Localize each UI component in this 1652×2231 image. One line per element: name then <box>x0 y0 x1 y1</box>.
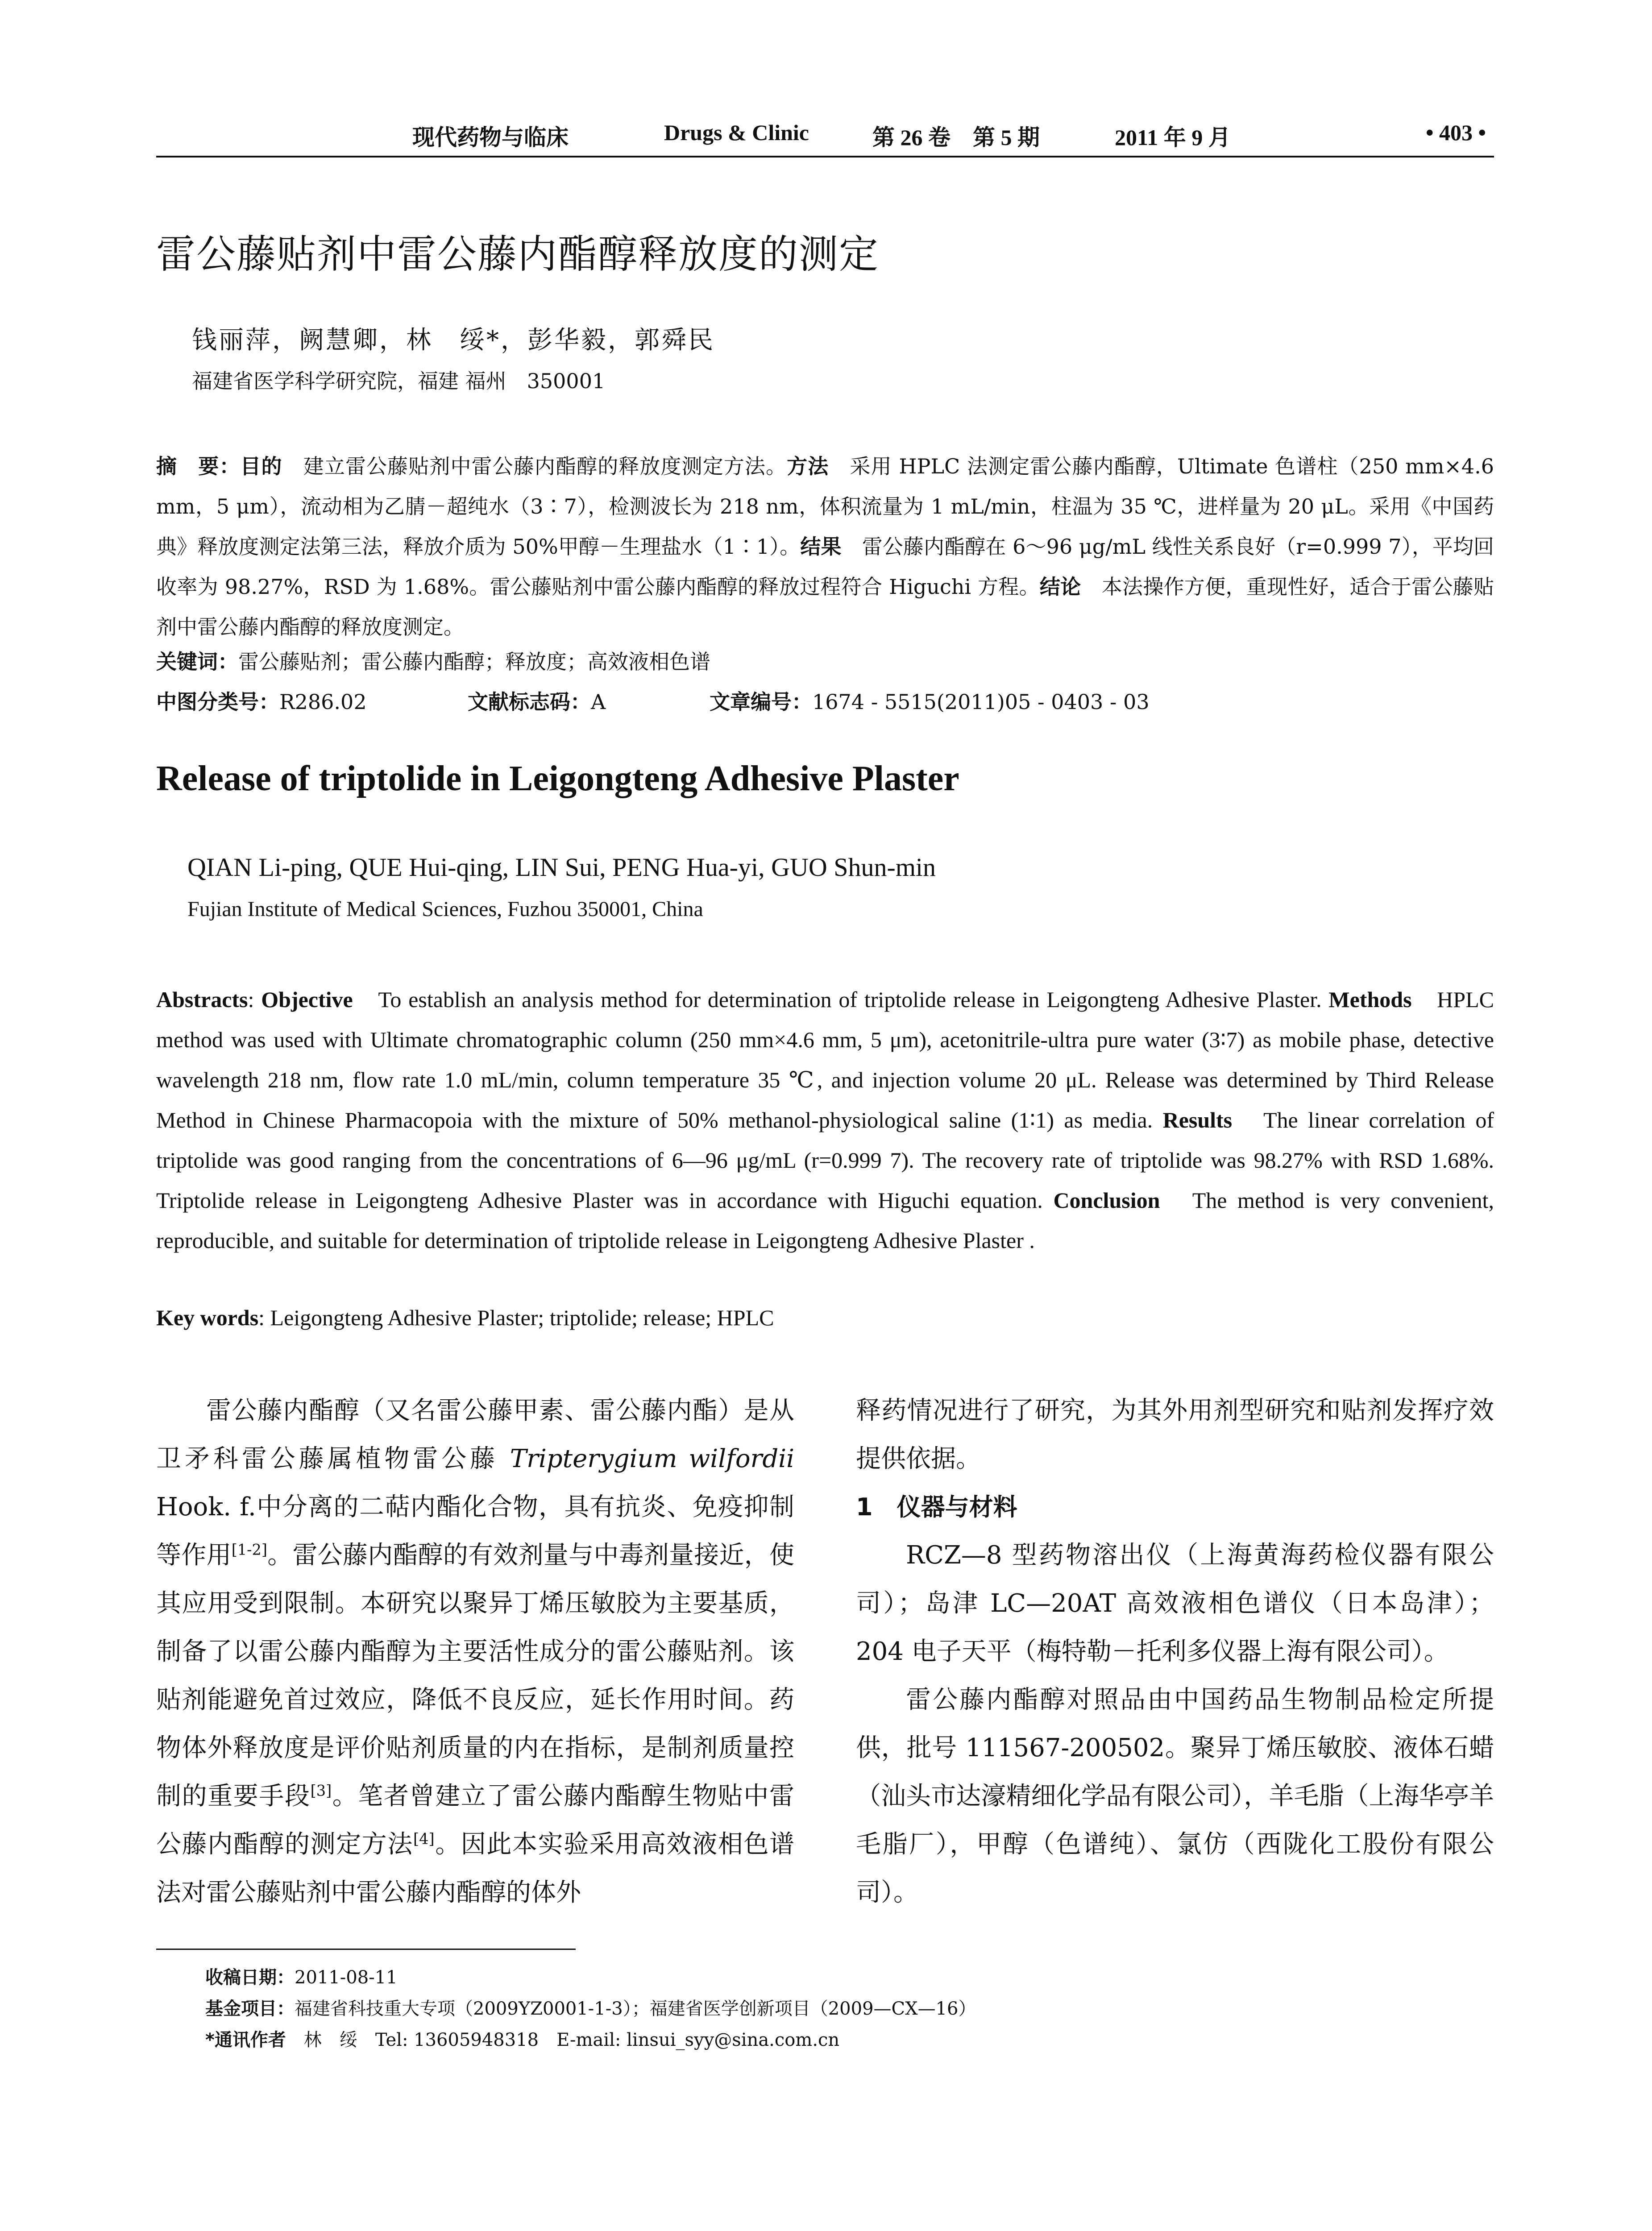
document-code <box>468 682 606 722</box>
results-label-en: Results <box>1162 1107 1233 1132</box>
clc-code: R286.02 <box>279 690 367 714</box>
authors-en: QIAN Li-ping, QUE Hui-qing, LIN Sui, PENG Hua-yi, GUO Shun-min <box>187 853 936 882</box>
ref-3: [3] <box>310 1782 332 1800</box>
doc-label: 文献标志码： <box>468 690 591 714</box>
instruments-paragraph: RCZ—8 型药物溶出仪（上海黄海药检仪器有限公司）；岛津 LC—20AT 高效液相色谱仪（日本岛津）；204 电子天平（梅特勒－托利多仪器上海有限公司）。 <box>856 1541 1494 1666</box>
journal-name-en: Drugs & Clinic <box>664 120 809 145</box>
fund-text: 福建省科技重大专项（2009YZ0001-1-3）；福建省医学创新项目（2009—CX—16） <box>295 1999 976 2019</box>
doc-code: A <box>591 690 606 714</box>
intro-continuation: 释药情况进行了研究，为其外用剂型研究和贴剂发挥疗效提供依据。 <box>856 1396 1494 1473</box>
footnote-received <box>205 1963 398 1989</box>
volume-issue: 第 26 卷 第 5 期 <box>872 125 1040 150</box>
conclusion-label-cn: 结论 <box>1039 575 1081 599</box>
intro-text-d: 。笔者曾建立了雷公藤内酯醇生物贴中雷公藤内酯醇的测定方法 <box>156 1782 795 1859</box>
body-left-column <box>156 1387 794 1917</box>
materials-paragraph: 雷公藤内酯醇对照品由中国药品生物制品检定所提供，批号 111567-200502。聚异丁烯压敏胶、液体石蜡（汕头市达濠精细化学品有限公司），羊毛脂（上海华亭羊毛脂厂），甲醇（色谱纯）、氯仿（西陇化工股份有限公司）。 <box>856 1685 1494 1907</box>
art-code: 1674 - 5515(2011)05 - 0403 - 03 <box>812 690 1150 714</box>
abstract-en: Abstracts: Objective To establish an analysis method for determination of triptolide release in Leigongteng Adhesive Plaster. Methods HPLC method was used with Ultimate chromatographic column (250 mm×4.6 mm, 5 μm), acetonitrile-ultra pure water (3∶7) as mobile phase, detective wavelength 218 nm, flow rate 1.0 mL/min, column temperature 35 ℃, and injection volume 20 μL. Release was determined by Third Release Method in Chinese Pharmacopoia with the mixture of 50% methanol-physiological saline (1∶1) as media. Results The linear correlation of triptolide was good ranging from the concentrations of 6—96 μg/mL (r=0.999 7). The recovery rate of triptolide was 98.27% with RSD 1.68%. Triptolide release in Leigongteng Adhesive Plaster was in accordance with Higuchi equation. Conclusion The method is very convenient, reproducible, and suitable for determination of triptolide release in Leigongteng Adhesive Plaster . <box>156 987 1494 1253</box>
issue-date: 2011 年 9 月 <box>1115 125 1231 150</box>
art-label: 文章编号： <box>710 690 812 714</box>
objective-label-en: Objective <box>261 987 353 1012</box>
article-title-en: Release of triptolide in Leigongteng Adhesive Plaster <box>156 759 959 798</box>
objective-text-en: To establish an analysis method for determination of triptolide release in Leigongteng Adhesive Plaster. <box>353 987 1322 1012</box>
methods-text-en: HPLC method was used with Ultimate chromatographic column (250 mm×4.6 mm, 5 μm), acetonitrile-ultra pure water (3∶7) as mobile phase, detective wavelength 218 nm, flow rate 1.0 mL/min, column temperature 35 ℃, and injection volume 20 μL. Release was determined by Third Release Method in Chinese Pharmacopoia with the mixture of 50% methanol-physiological saline (1∶1) as media. <box>156 987 1494 1132</box>
article-title-cn: 雷公藤贴剂中雷公藤内酯醇释放度的测定 <box>156 231 880 277</box>
corr-text: 林 绥 Tel: 13605948318 E-mail: linsui_syy@sina.com.cn <box>286 2030 840 2050</box>
fund-label: 基金项目： <box>205 1999 295 2019</box>
intro-text-b: Hook. f.中分离的二萜内酯化合物，具有抗炎、免疫抑制等作用 <box>156 1493 794 1570</box>
footnote-rule <box>156 1949 576 1950</box>
received-label: 收稿日期： <box>205 1967 295 1988</box>
page-number: • 403 • <box>1426 120 1486 145</box>
corr-label: *通讯作者 <box>205 2030 286 2050</box>
section-heading-1: 1 仪器与材料 <box>856 1493 1017 1521</box>
header-rule <box>156 156 1494 158</box>
results-label-cn: 结果 <box>800 535 842 559</box>
ref-1-2: [1-2] <box>231 1541 267 1559</box>
authors-cn: 钱丽萍，阙慧卿，林 绥*，彭华毅，郭舜民 <box>192 326 715 355</box>
affiliation-cn: 福建省医学科学研究院，福建 福州 350001 <box>192 369 606 393</box>
clc-label: 中图分类号： <box>156 690 279 714</box>
keywords-label-cn: 关键词： <box>156 650 238 674</box>
objective-text-cn: 建立雷公藤贴剂中雷公藤内酯醇的释放度测定方法。 <box>282 454 787 478</box>
journal-name-cn: 现代药物与临床 <box>412 125 569 150</box>
affiliation-en: Fujian Institute of Medical Sciences, Fuzhou 350001, China <box>187 897 703 921</box>
body-right-column <box>856 1387 1494 1917</box>
methods-label-cn: 方法 <box>787 454 829 478</box>
intro-text-e: 。因此本实验采用高效液相色谱法对雷公藤贴剂中雷公藤内酯醇的体外 <box>156 1830 795 1907</box>
conclusion-text-cn: 本法操作方便，重现性好，适合于雷公藤贴剂中雷公藤内酯醇的释放度测定。 <box>156 575 1494 639</box>
methods-text-cn: 采用 HPLC 法测定雷公藤内酯醇，Ultimate 色谱柱（250 mm×4.6 mm，5 μm），流动相为乙腈－超纯水（3∶7），检测波长为 218 nm，体积流量为 1 mL/min，柱温为 35 ℃，进样量为 20 μL。采用《中国药典》释放度测定法第三法，释放介质为 50%甲醇－生理盐水（1∶1）。 <box>156 454 1494 559</box>
keywords-text-en: : Leigongteng Adhesive Plaster; triptolide; release; HPLC <box>258 1305 774 1330</box>
keywords-text-cn: 雷公藤贴剂；雷公藤内酯醇；释放度；高效液相色谱 <box>238 650 710 674</box>
conclusion-label-en: Conclusion <box>1053 1188 1160 1213</box>
received-date: 2011-08-11 <box>295 1967 398 1988</box>
latin-name: Tripterygium wilfordii <box>510 1444 794 1473</box>
abstract-label-cn: 摘 要： <box>156 454 241 478</box>
footnote-funding <box>205 1995 976 2020</box>
article-number <box>710 682 1150 722</box>
intro-text-c: 。雷公藤内酯醇的有效剂量与中毒剂量接近，使其应用受到限制。本研究以聚异丁烯压敏胶为主要基质，制备了以雷公藤内酯醇为主要活性成分的雷公藤贴剂。该贴剂能避免首过效应，降低不良反应，延长作用时间。药物体外释放度是评价贴剂质量的内在指标，是制剂质量控制的重要手段 <box>156 1541 795 1811</box>
footnote-corresponding <box>205 2026 839 2051</box>
keywords-en <box>156 1298 1494 1338</box>
intro-text-a: 雷公藤内酯醇（又名雷公藤甲素、雷公藤内酯）是从卫矛科雷公藤属植物雷公藤 <box>156 1396 794 1473</box>
results-text-cn: 雷公藤内酯醇在 6～96 μg/mL 线性关系良好（r=0.999 7），平均回收率为 98.27%，RSD 为 1.68%。雷公藤贴剂中雷公藤内酯醇的释放过程符合 Higuchi 方程。 <box>156 535 1494 599</box>
intro-paragraph <box>156 1387 794 1917</box>
keywords-label-en: Key words <box>156 1305 259 1330</box>
keywords-cn <box>156 642 1494 682</box>
abstract-cn <box>156 446 1494 647</box>
abstract-label-en: Abstracts <box>156 987 248 1012</box>
conclusion-text-en: The method is very convenient, reproducible, and suitable for determination of triptolide release in Leigongteng Adhesive Plaster . <box>156 1188 1494 1253</box>
methods-label-en: Methods <box>1328 987 1412 1012</box>
results-text-en: The linear correlation of triptolide was good ranging from the concentrations of 6—96 μg/mL (r=0.999 7). The recovery rate of triptolide was 98.27% with RSD 1.68%. Triptolide release in Leigongteng Adhesive Plaster was in accordance with Higuchi equation. <box>156 1107 1494 1213</box>
ref-4: [4] <box>413 1830 435 1848</box>
objective-label-cn: 目的 <box>240 454 282 478</box>
